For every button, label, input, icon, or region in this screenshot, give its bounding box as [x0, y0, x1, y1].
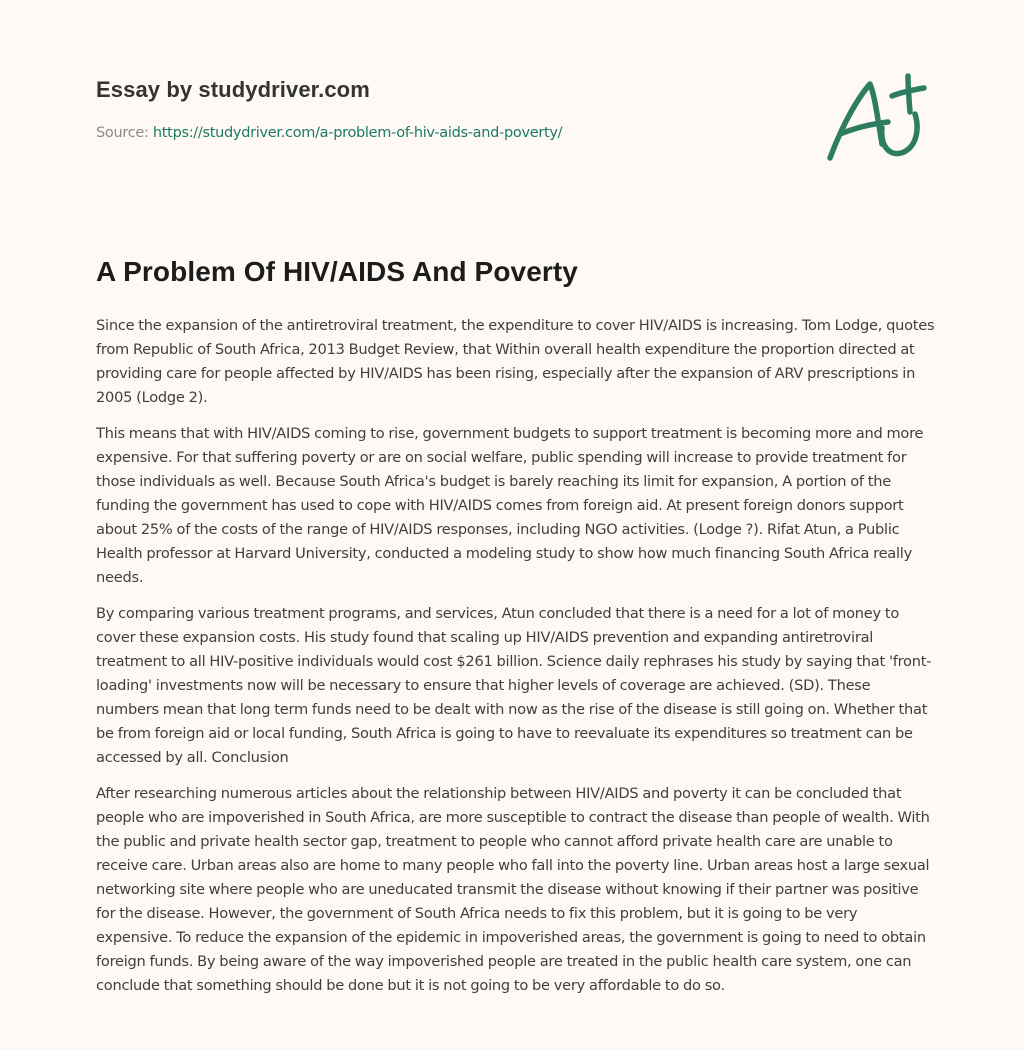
source-label: Source: [96, 125, 153, 141]
essay-paragraph: Since the expansion of the antiretroviral treatment, the expenditure to cover HIV/AIDS is increasing. Tom Lodge, quotes from Republic of South Africa, 2013 Budget Review, that Within overall health expenditure the proportion directed at providing care for people affected by HIV/AIDS has been rising, especially after the expansion of ARV prescriptions in 2005 (Lodge 2). [96, 317, 935, 406]
a-plus-grade-icon [820, 66, 930, 166]
page-header [96, 76, 796, 143]
essay-body [96, 314, 936, 1010]
essay-title: A Problem Of HIV/AIDS And Poverty [96, 256, 578, 287]
brand-heading: Essay by studydriver.com [96, 77, 370, 102]
essay-paragraph: By comparing various treatment programs, and services, Atun concluded that there is a need for a lot of money to cover these expansion costs. His study found that scaling up HIV/AIDS prevention and expanding antiretroviral treatment to all HIV-positive individuals would cost $261 billion. Science daily rephrases his study by saying that 'front-loading' investments now will be necessary to ensure that higher levels of coverage are achieved. (SD). These numbers mean that long term funds need to be dealt with now as the rise of the disease is still going on. Whether that be from foreign aid or local funding, South Africa is going to have to reevaluate its expenditures so treatment can be accessed by all. Conclusion [96, 605, 932, 766]
source-link[interactable]: https://studydriver.com/a-problem-of-hiv-aids-and-poverty/ [152, 125, 563, 141]
source-line [96, 123, 796, 143]
a-plus-logo-svg [820, 66, 930, 166]
essay-paragraph: After researching numerous articles about the relationship between HIV/AIDS and poverty it can be concluded that people who are impoverished in South Africa, are more susceptible to contract the disease than people of wealth. With the public and private health sector gap, treatment to people who cannot afford private health care are unable to receive care. Urban areas also are home to many people who fall into the poverty line. Urban areas host a large sexual networking site where people who are uneducated transmit the disease without knowing if their partner was positive for the disease. However, the government of South Africa needs to fix this problem, but it is going to be very expensive. To reduce the expansion of the epidemic in impoverished areas, the government is going to need to obtain foreign funds. By being aware of the way impoverished people are treated in the public health care system, one can conclude that something should be done but it is not going to be very affordable to do so. [96, 785, 930, 994]
essay-paragraph: This means that with HIV/AIDS coming to rise, government budgets to support treatment is becoming more and more expensive. For that suffering poverty or are on social welfare, public spending will increase to provide treatment for those individuals as well. Because South Africa's budget is barely reaching its limit for expansion, A portion of the funding the government has used to cope with HIV/AIDS comes from foreign aid. At present foreign donors support about 25% of the costs of the range of HIV/AIDS responses, including NGO activities. (Lodge ?). Rifat Atun, a Public Health professor at Harvard University, conducted a modeling study to show how much financing South Africa really needs. [96, 425, 924, 586]
